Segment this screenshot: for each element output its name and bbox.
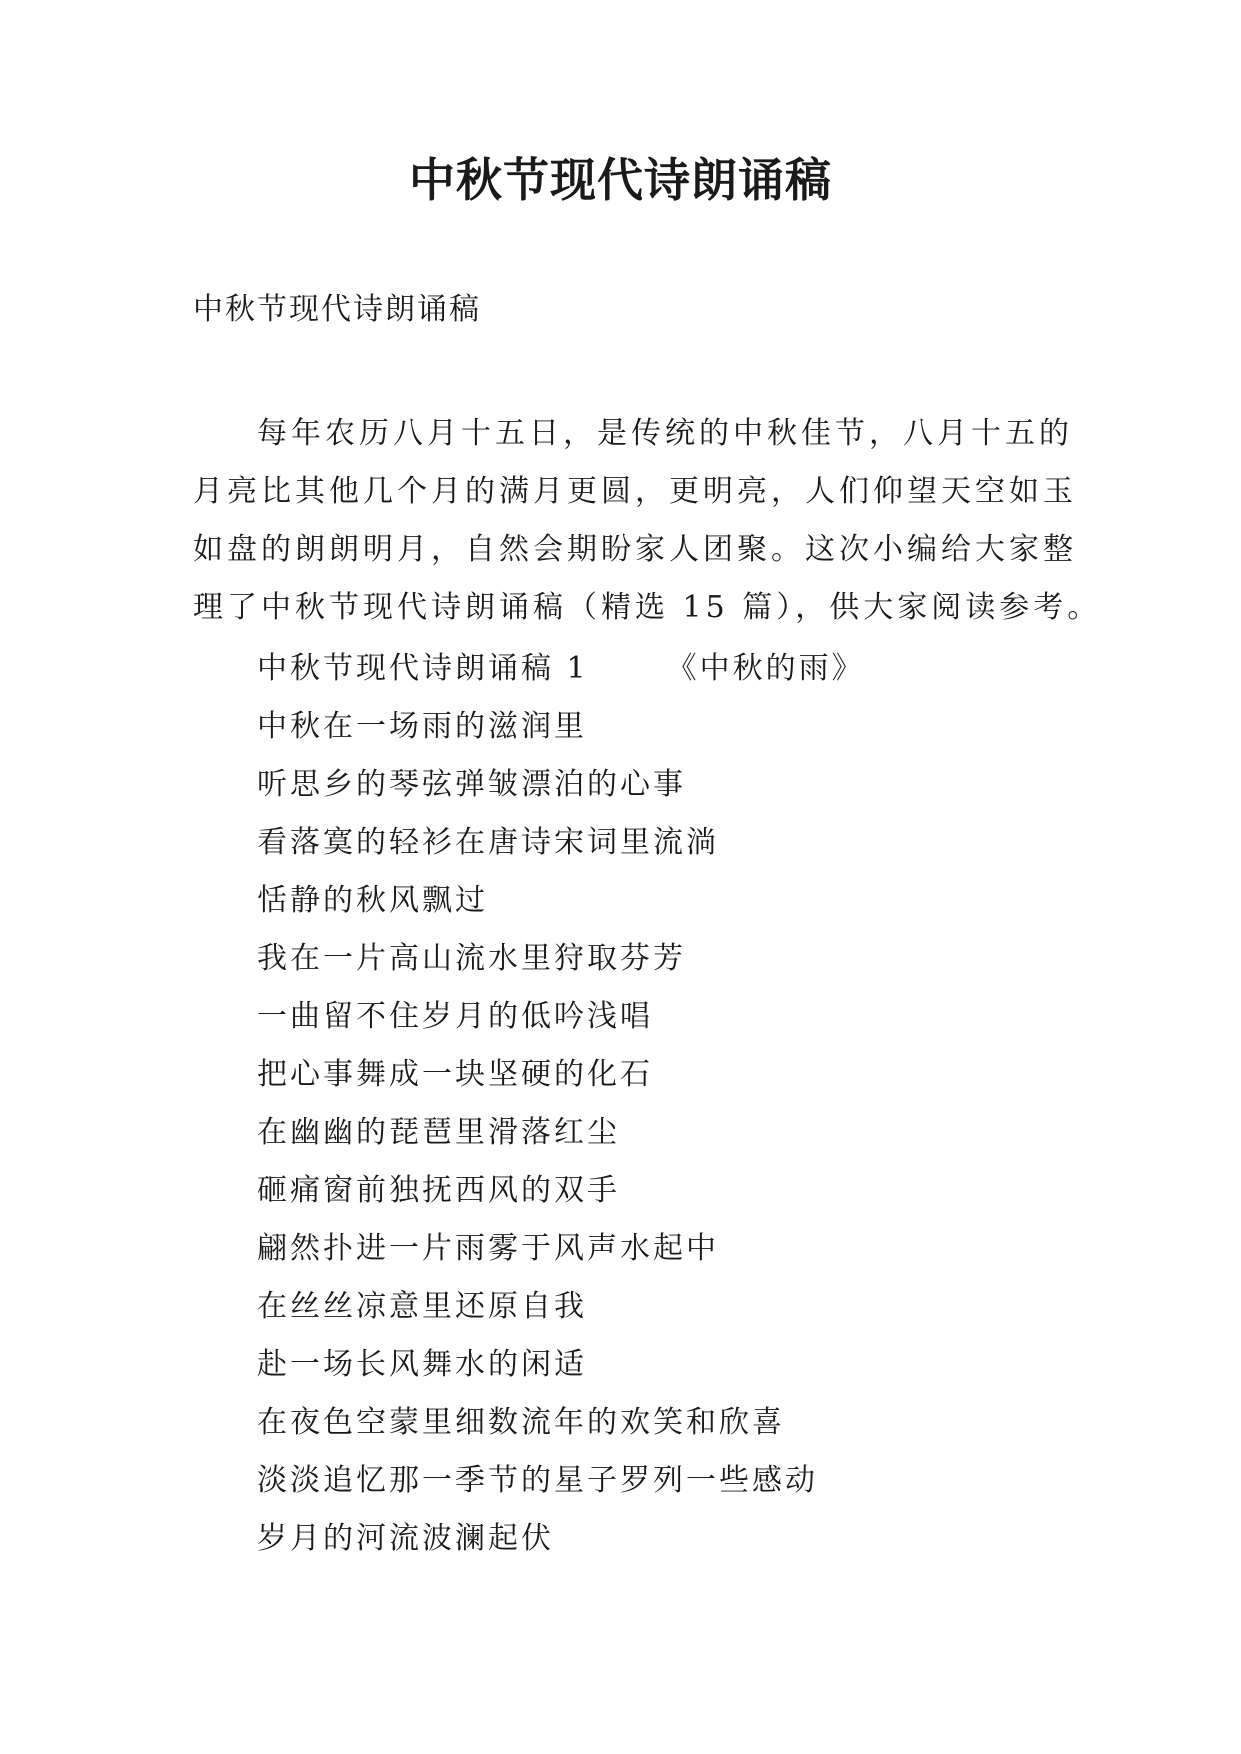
intro-line: 理了中秋节现代诗朗诵稿（精选 15 篇），供大家阅读参考。 xyxy=(193,590,1102,625)
poem-line: 在夜色空蒙里细数流年的欢笑和欣喜 xyxy=(257,1405,785,1440)
intro-line: 每年农历八月十五日，是传统的中秋佳节，八月十五的 xyxy=(257,416,1073,451)
poem-line: 在丝丝凉意里还原自我 xyxy=(257,1289,587,1324)
document-subtitle: 中秋节现代诗朗诵稿 xyxy=(193,292,481,327)
poem-heading xyxy=(257,640,865,698)
intro-line: 如盘的朗朗明月，自然会期盼家人团聚。这次小编给大家整 xyxy=(193,532,1077,567)
document-title: 中秋节现代诗朗诵稿 xyxy=(409,153,832,207)
poem-line: 把心事舞成一块坚硬的化石 xyxy=(257,1057,653,1092)
poem-line: 恬静的秋风飘过 xyxy=(257,883,488,918)
poem-line: 中秋在一场雨的滋润里 xyxy=(257,709,587,744)
poem-line: 在幽幽的琵琶里滑落红尘 xyxy=(257,1115,620,1150)
poem-line: 我在一片高山流水里狩取芬芳 xyxy=(257,941,686,976)
poem-line: 岁月的河流波澜起伏 xyxy=(257,1521,554,1556)
poem-line: 一曲留不住岁月的低吟浅唱 xyxy=(257,999,653,1034)
poem-line: 砸痛窗前独抚西风的双手 xyxy=(257,1173,620,1208)
poem-line: 听思乡的琴弦弹皱漂泊的心事 xyxy=(257,767,686,802)
poem-line: 翩然扑进一片雨雾于风声水起中 xyxy=(257,1231,719,1266)
poem-line: 赴一场长风舞水的闲适 xyxy=(257,1347,587,1382)
poem-heading-label: 中秋节现代诗朗诵稿 1 xyxy=(257,651,589,686)
poem-title: 《中秋的雨》 xyxy=(666,651,865,686)
poem-body xyxy=(257,640,865,1568)
poem-line: 淡淡追忆那一季节的星子罗列一些感动 xyxy=(257,1463,818,1498)
intro-line: 月亮比其他几个月的满月更圆，更明亮，人们仰望天空如玉 xyxy=(193,474,1077,509)
intro-paragraph xyxy=(193,405,1102,637)
poem-line: 看落寞的轻衫在唐诗宋词里流淌 xyxy=(257,825,719,860)
